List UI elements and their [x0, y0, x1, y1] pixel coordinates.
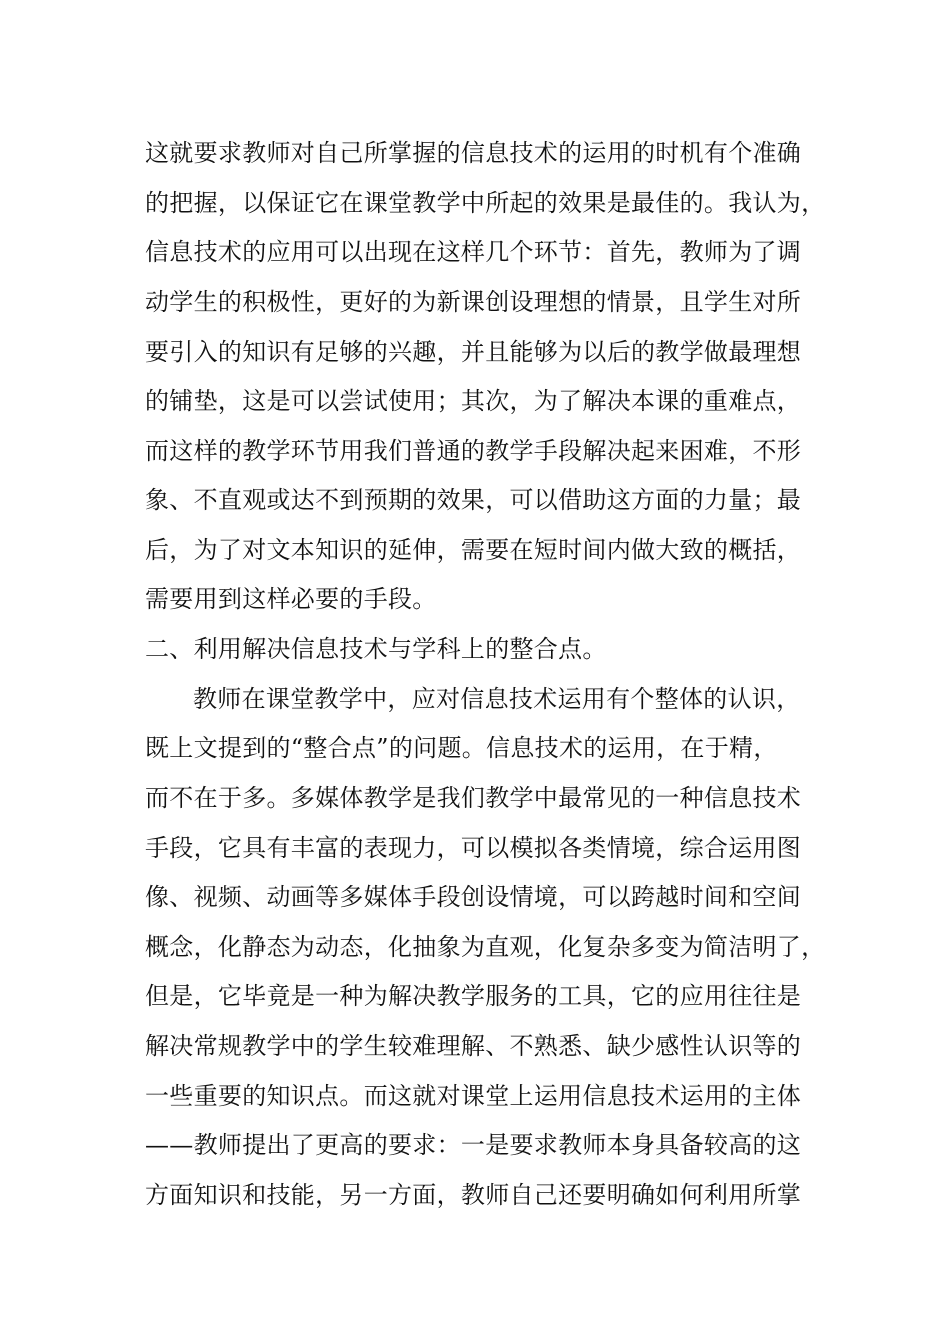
text-line: 这就要求教师对自己所掌握的信息技术的运用的时机有个准确 [145, 139, 802, 167]
text-line: 动学生的积极性，更好的为新课创设理想的情景，且学生对所 [145, 288, 802, 316]
text-line: 但是，它毕竟是一种为解决教学服务的工具，它的应用往往是 [145, 982, 802, 1010]
text-line: 信息技术的应用可以出现在这样几个环节：首先，教师为了调 [145, 238, 802, 266]
text-line: 需要用到这样必要的手段。 [145, 585, 437, 613]
section-heading: 二、利用解决信息技术与学科上的整合点。 [145, 635, 607, 663]
text-line: 的铺垫，这是可以尝试使用；其次，为了解决本课的重难点， [145, 387, 802, 415]
text-line: 而不在于多。多媒体教学是我们教学中最常见的一种信息技术 [145, 784, 802, 812]
text-line: 象、不直观或达不到预期的效果，可以借助这方面的力量；最 [145, 486, 802, 514]
text-line: 后，为了对文本知识的延伸，需要在短时间内做大致的概括， [145, 536, 802, 564]
text-line: ——教师提出了更高的要求：一是要求教师本身具备较高的这 [145, 1131, 802, 1159]
text-line: 像、视频、动画等多媒体手段创设情境，可以跨越时间和空间 [145, 883, 802, 911]
text-line: 解决常规教学中的学生较难理解、不熟悉、缺少感性认识等的 [145, 1032, 802, 1060]
text-line: 既上文提到的“整合点”的问题。信息技术的运用，在于精， [145, 734, 778, 762]
paragraph-first-line: 教师在课堂教学中，应对信息技术运用有个整体的认识， [193, 685, 801, 713]
text-line: 手段，它具有丰富的表现力，可以模拟各类情境，综合运用图 [145, 834, 802, 862]
text-line: 概念，化静态为动态，化抽象为直观，化复杂多变为简洁明了， [145, 933, 826, 961]
text-line: 要引入的知识有足够的兴趣，并且能够为以后的教学做最理想 [145, 338, 802, 366]
text-line: 而这样的教学环节用我们普通的教学手段解决起来困难，不形 [145, 437, 802, 465]
text-line: 一些重要的知识点。而这就对课堂上运用信息技术运用的主体 [145, 1082, 802, 1110]
text-line: 的把握，以保证它在课堂教学中所起的效果是最佳的。我认为， [145, 189, 826, 217]
text-line: 方面知识和技能，另一方面，教师自己还要明确如何利用所掌 [145, 1181, 802, 1209]
